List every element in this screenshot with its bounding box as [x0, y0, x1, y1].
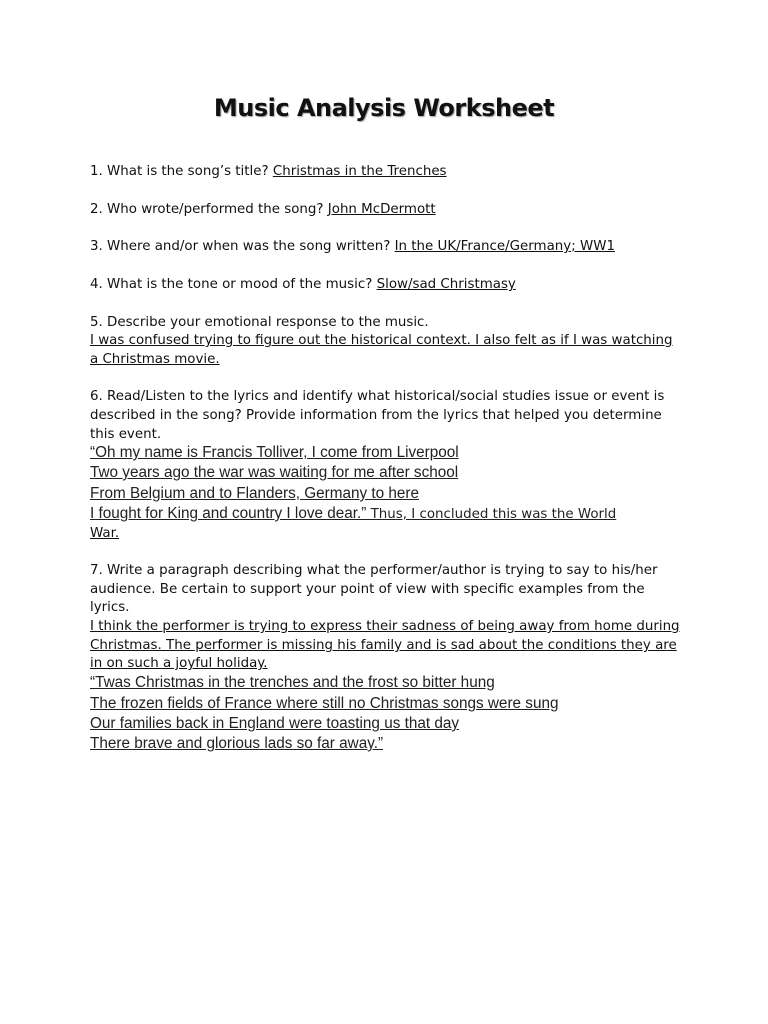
question-6-mixed-line: [90, 504, 690, 525]
question-7-answer-line: Christmas. The performer is missing his family and is sad about the conditions they are: [90, 638, 677, 653]
question-4-prompt: 4. What is the tone or mood of the music?: [90, 277, 373, 292]
question-2-answer: John McDermott: [327, 202, 436, 217]
question-3-prompt: 3. Where and/or when was the song written?: [90, 239, 391, 254]
question-7-answer-line: in on such a joyful holiday.: [90, 656, 268, 671]
question-6-lyric-line: “Oh my name is Francis Tolliver, I come from Liverpool: [90, 444, 459, 461]
question-6-lyric-fragment: I fought for King and country I love dear.”: [90, 505, 367, 522]
question-1-prompt: 1. What is the song’s title?: [90, 164, 269, 179]
question-7-lyric-line: There brave and glorious lads so far away.”: [90, 735, 384, 752]
question-7-lyric-line: “Twas Christmas in the trenches and the frost so bitter hung: [90, 674, 495, 691]
question-6-prompt-line: described in the song? Provide information from the lyrics that helped you determine: [90, 408, 662, 423]
question-2-prompt: 2. Who wrote/performed the song?: [90, 202, 324, 217]
question-7-prompt-line: 7. Write a paragraph describing what the performer/author is trying to say to his/her: [90, 563, 658, 578]
page-title: Music Analysis Worksheet: [213, 94, 555, 122]
question-6-lyric-line: Two years ago the war was waiting for me after school: [90, 464, 459, 481]
question-6-lyric-line: From Belgium and to Flanders, Germany to here: [90, 485, 420, 502]
question-6-answer-end: War.: [90, 526, 120, 541]
question-5-answer-line: I was confused trying to figure out the historical context. I also felt as if I was watching: [90, 333, 673, 348]
question-7-lyric-line: Our families back in England were toasting us that day: [90, 715, 460, 732]
question-4: [90, 275, 690, 294]
question-2: [90, 200, 690, 219]
question-7-answer-line: I think the performer is trying to express their sadness of being away from home during: [90, 619, 680, 634]
question-1: [90, 162, 690, 181]
question-4-answer: Slow/sad Christmasy: [376, 277, 516, 292]
question-5-answer-line: a Christmas movie.: [90, 352, 220, 367]
question-6-prompt-line: 6. Read/Listen to the lyrics and identify what historical/social studies issue or event is: [90, 389, 665, 404]
question-5-prompt: 5. Describe your emotional response to the music.: [90, 315, 429, 330]
question-6-prompt-line: this event.: [90, 427, 162, 442]
question-7-lyric-line: The frozen fields of France where still no Christmas songs were sung: [90, 695, 559, 712]
question-6-answer-fragment: Thus, I concluded this was the World: [366, 507, 617, 522]
question-1-answer: Christmas in the Trenches: [272, 164, 447, 179]
question-7-prompt-line: audience. Be certain to support your point of view with specific examples from the: [90, 582, 645, 597]
question-3-answer: In the UK/France/Germany; WW1: [394, 239, 615, 254]
question-7-prompt-line: lyrics.: [90, 600, 130, 615]
question-3: [90, 237, 690, 256]
